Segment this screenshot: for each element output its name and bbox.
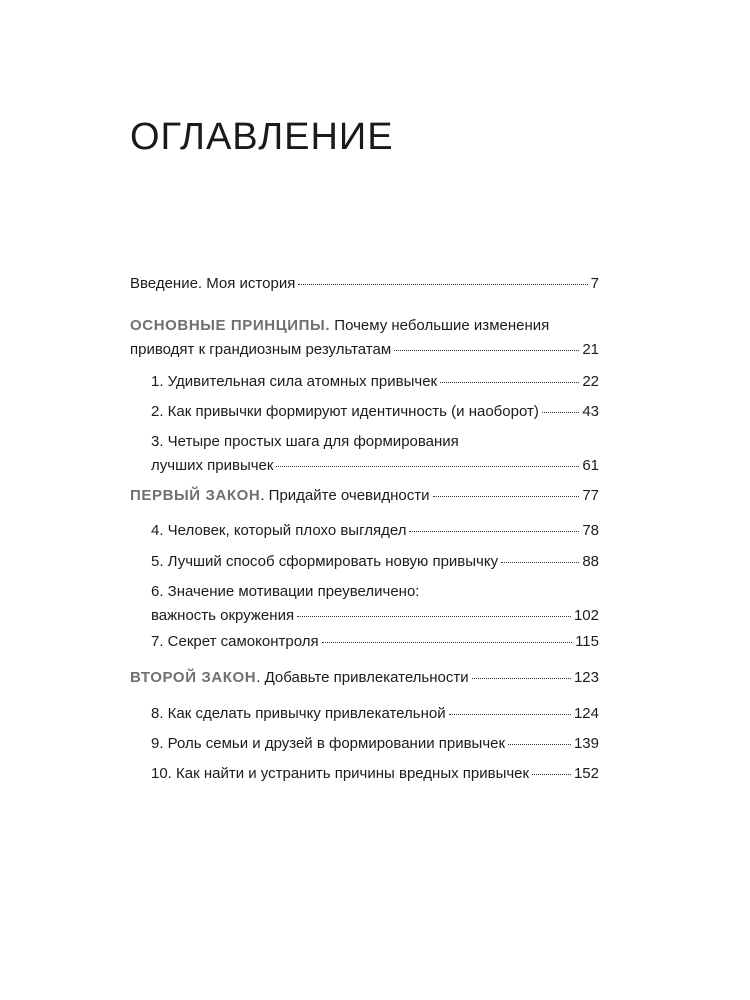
toc-chapter-5[interactable] bbox=[151, 550, 599, 574]
toc-entry-intro[interactable] bbox=[130, 272, 599, 296]
dot-leader bbox=[394, 350, 579, 351]
toc-entry-title: 5. Лучший способ сформировать новую привычку bbox=[151, 553, 499, 570]
toc-entry-title: 9. Роль семьи и друзей в формировании привычек bbox=[151, 735, 506, 752]
toc-chapter-3[interactable] bbox=[151, 430, 599, 478]
toc-chapter-9[interactable] bbox=[151, 732, 599, 756]
dot-leader bbox=[440, 382, 579, 383]
toc-page-number: 43 bbox=[582, 403, 599, 420]
toc-page-number: 21 bbox=[582, 341, 599, 358]
toc-entry-title-continued: приводят к грандиозным результатам bbox=[130, 341, 392, 358]
toc-entry-title: 1. Удивительная сила атомных привычек bbox=[151, 373, 438, 390]
toc-page-number: 115 bbox=[575, 633, 599, 650]
dot-leader bbox=[433, 496, 580, 497]
toc-page-number: 22 bbox=[582, 373, 599, 390]
toc-page-number: 77 bbox=[582, 487, 599, 504]
dot-leader bbox=[298, 284, 587, 285]
toc-entry-title: Почему небольшие изменения bbox=[334, 317, 550, 334]
part-heading: ПЕРВЫЙ ЗАКОН bbox=[130, 487, 261, 504]
toc-chapter-1[interactable] bbox=[151, 370, 599, 394]
toc-page-number: 7 bbox=[590, 275, 599, 292]
dot-leader bbox=[276, 466, 579, 467]
toc-chapter-4[interactable] bbox=[151, 519, 599, 543]
page-title: ОГЛАВЛЕНИЕ bbox=[130, 116, 394, 158]
toc-chapter-7[interactable] bbox=[151, 630, 599, 654]
toc-chapter-2[interactable] bbox=[151, 400, 599, 424]
part-heading: ОСНОВНЫЕ ПРИНЦИПЫ. bbox=[130, 317, 331, 334]
dot-leader bbox=[508, 744, 571, 745]
toc-entry-title: 6. Значение мотивации преувеличено: bbox=[151, 583, 420, 600]
toc-entry-title: 4. Человек, который плохо выглядел bbox=[151, 522, 407, 539]
dot-leader bbox=[322, 642, 572, 643]
dot-leader bbox=[297, 616, 571, 617]
dot-leader bbox=[532, 774, 571, 775]
toc-page-number: 152 bbox=[573, 765, 599, 782]
toc-chapter-10[interactable] bbox=[151, 762, 599, 786]
toc-chapter-8[interactable] bbox=[151, 702, 599, 726]
toc-part-basics[interactable] bbox=[130, 314, 599, 362]
toc-entry-title: 7. Секрет самоконтроля bbox=[151, 633, 319, 650]
toc-page-number: 61 bbox=[582, 457, 599, 474]
toc-entry-title: . Придайте очевидности bbox=[260, 487, 430, 504]
toc-entry-title: 2. Как привычки формируют идентичность (и наоборот) bbox=[151, 403, 539, 420]
dot-leader bbox=[409, 531, 579, 532]
dot-leader bbox=[472, 678, 571, 679]
toc-entry-title: 10. Как найти и устранить причины вредных привычек bbox=[151, 765, 530, 782]
toc-part-first-law[interactable] bbox=[130, 484, 599, 508]
toc-page-number: 102 bbox=[573, 607, 599, 624]
toc-page-number: 123 bbox=[573, 669, 599, 686]
toc-entry-title: 8. Как сделать привычку привлекательной bbox=[151, 705, 446, 722]
toc-entry-title-continued: лучших привычек bbox=[151, 457, 274, 474]
toc-page-number: 124 bbox=[573, 705, 599, 722]
toc-page-number: 88 bbox=[582, 553, 599, 570]
toc-chapter-6[interactable] bbox=[151, 580, 599, 628]
toc-page-number: 78 bbox=[582, 522, 599, 539]
toc-part-second-law[interactable] bbox=[130, 666, 599, 690]
part-heading: ВТОРОЙ ЗАКОН bbox=[130, 669, 257, 686]
dot-leader bbox=[542, 412, 579, 413]
toc-page-number: 139 bbox=[573, 735, 599, 752]
dot-leader bbox=[501, 562, 579, 563]
toc-entry-title: Введение. Моя история bbox=[130, 275, 296, 292]
dot-leader bbox=[449, 714, 571, 715]
toc-entry-title-continued: важность окружения bbox=[151, 607, 295, 624]
toc-entry-title: 3. Четыре простых шага для формирования bbox=[151, 433, 459, 450]
toc-entry-title: . Добавьте привлекательности bbox=[256, 669, 469, 686]
